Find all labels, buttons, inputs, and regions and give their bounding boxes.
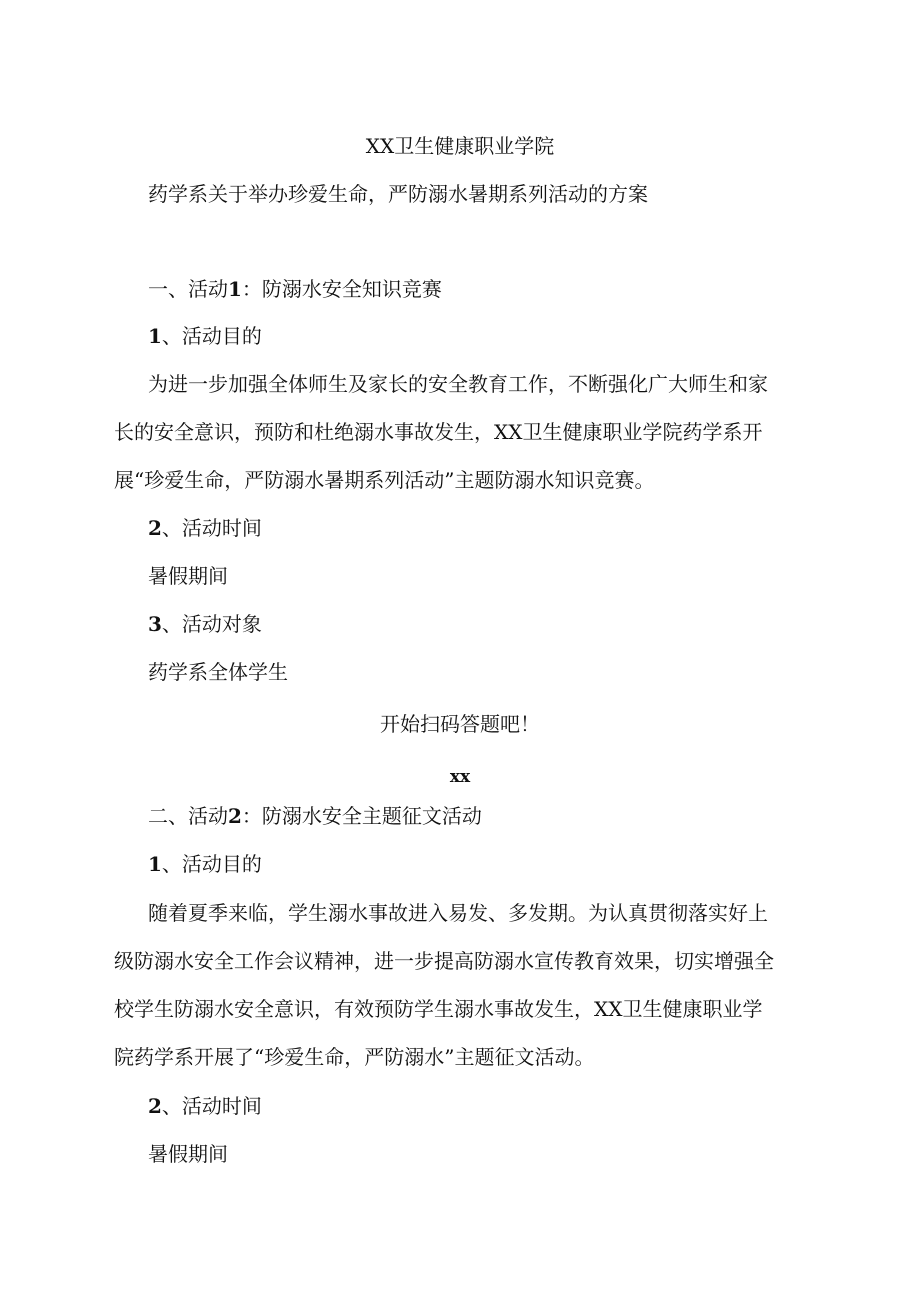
section1-item1-heading xyxy=(0,324,920,348)
section1-purpose-line-3: 展“珍爱生命，严防溺水暑期系列活动”主题防溺水知识竞赛。 xyxy=(114,468,655,492)
section2-time-value: 暑假期间 xyxy=(148,1142,228,1166)
section2-item2-label: 、活动时间 xyxy=(161,1094,262,1118)
section1-item2-heading xyxy=(0,516,920,540)
section2-heading-prefix: 二、活动 xyxy=(148,804,228,828)
section1-item2-label: 、活动时间 xyxy=(161,516,262,540)
document-subtitle: 药学系关于举办珍爱生命，严防溺水暑期系列活动的方案 xyxy=(148,182,648,206)
section1-item3-label: 、活动对象 xyxy=(161,612,262,636)
document-title: XX卫生健康职业学院 xyxy=(365,134,555,158)
qr-prompt-text: 开始扫码答题吧！ xyxy=(380,712,540,736)
section1-purpose-line-2: 长的安全意识，预防和杜绝溺水事故发生，XX卫生健康职业学院药学系开 xyxy=(114,420,763,444)
section1-heading-suffix: ：防溺水安全知识竞赛 xyxy=(241,277,442,301)
section2-purpose-line-2: 级防溺水安全工作会议精神，进一步提高防溺水宣传教育效果，切实增强全 xyxy=(114,949,774,973)
section2-heading xyxy=(0,804,920,828)
section1-purpose-line-1: 为进一步加强全体师生及家长的安全教育工作，不断强化广大师生和家 xyxy=(148,372,768,396)
section1-heading xyxy=(0,277,920,301)
section2-heading-suffix: ：防溺水安全主题征文活动 xyxy=(241,804,482,828)
section1-time-value: 暑假期间 xyxy=(148,564,228,588)
section2-item1-label: 、活动目的 xyxy=(161,852,262,876)
section1-heading-prefix: 一、活动 xyxy=(148,277,228,301)
section1-item1-label: 、活动目的 xyxy=(161,324,262,348)
section2-item1-num: 1 xyxy=(148,852,162,876)
section2-purpose-line-4: 院药学系开展了“珍爱生命，严防溺水”主题征文活动。 xyxy=(114,1045,595,1069)
section1-item2-num: 2 xyxy=(148,516,162,540)
section2-item1-heading xyxy=(0,852,920,876)
section2-item2-heading xyxy=(0,1094,920,1118)
section1-item3-num: 3 xyxy=(148,612,162,636)
section1-item1-num: 1 xyxy=(148,324,162,348)
section2-item2-num: 2 xyxy=(148,1094,162,1118)
qr-caption: xx xyxy=(449,767,471,787)
section2-purpose-line-1: 随着夏季来临，学生溺水事故进入易发、多发期。为认真贯彻落实好上 xyxy=(148,901,768,925)
section1-audience-value: 药学系全体学生 xyxy=(148,660,288,684)
section1-item3-heading xyxy=(0,612,920,636)
section1-heading-num: 1 xyxy=(228,277,242,301)
section2-purpose-line-3: 校学生防溺水安全意识，有效预防学生溺水事故发生，XX卫生健康职业学 xyxy=(114,997,763,1021)
section2-heading-num: 2 xyxy=(228,804,242,828)
